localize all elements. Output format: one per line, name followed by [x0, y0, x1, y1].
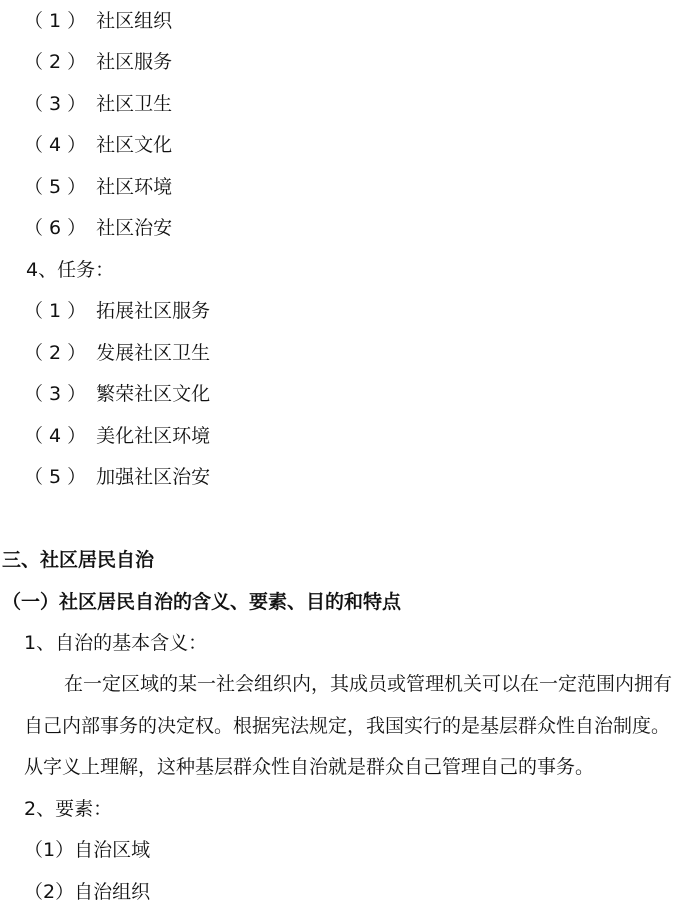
item-number: （ 2 ）	[24, 342, 87, 364]
list-item	[24, 465, 210, 489]
item-number: （ 6 ）	[24, 217, 87, 239]
list-item	[24, 216, 172, 240]
list-item	[24, 175, 172, 199]
item-text: 拓展社区服务	[96, 300, 211, 322]
item-text: 社区治安	[96, 217, 173, 239]
item-number: （2）	[24, 881, 75, 903]
section-title: 三、社区居民自治	[2, 549, 155, 571]
list-item	[24, 880, 150, 904]
item-number: （ 5 ）	[24, 466, 87, 488]
list-item	[24, 133, 172, 157]
item-text: 自治区域	[74, 839, 151, 861]
item-text: 美化社区环境	[96, 425, 211, 447]
list-item	[24, 838, 150, 862]
paragraph-line: 自己内部事务的决定权。根据宪法规定，我国实行的是基层群众性自治制度。	[24, 715, 671, 737]
list-item	[24, 299, 210, 323]
item-number: （ 2 ）	[24, 51, 87, 73]
list-item	[24, 341, 210, 365]
paragraph-line: 在一定区域的某一社会组织内，其成员或管理机关可以在一定范围内拥有	[64, 673, 673, 695]
item-text: 社区组织	[96, 10, 173, 32]
item-text: 繁荣社区文化	[96, 383, 211, 405]
item-number: （ 4 ）	[24, 425, 87, 447]
item-text: 社区卫生	[96, 93, 173, 115]
list-item	[24, 50, 172, 74]
item-number: （ 3 ）	[24, 383, 87, 405]
list-item	[24, 9, 172, 33]
item-text: 社区环境	[96, 176, 173, 198]
item-text: 自治组织	[74, 881, 151, 903]
elements-heading: 2、要素：	[24, 798, 113, 820]
item-number: （ 4 ）	[24, 134, 87, 156]
item-number: （1）	[24, 839, 75, 861]
list-item	[24, 92, 172, 116]
item-text: 发展社区卫生	[96, 342, 211, 364]
item-text: 社区服务	[96, 51, 173, 73]
tasks-heading: 4、任务：	[26, 259, 115, 281]
meaning-heading: 1、自治的基本含义：	[24, 632, 208, 654]
item-number: （ 1 ）	[24, 10, 87, 32]
item-number: （ 3 ）	[24, 93, 87, 115]
list-item	[24, 424, 210, 448]
paragraph-line: 从字义上理解，这种基层群众性自治就是群众自己管理自己的事务。	[24, 756, 595, 778]
item-number: （ 5 ）	[24, 176, 87, 198]
item-text: 社区文化	[96, 134, 173, 156]
list-item	[24, 382, 210, 406]
item-text: 加强社区治安	[96, 466, 211, 488]
item-number: （ 1 ）	[24, 300, 87, 322]
section-subtitle: （一）社区居民自治的含义、要素、目的和特点	[2, 591, 402, 613]
